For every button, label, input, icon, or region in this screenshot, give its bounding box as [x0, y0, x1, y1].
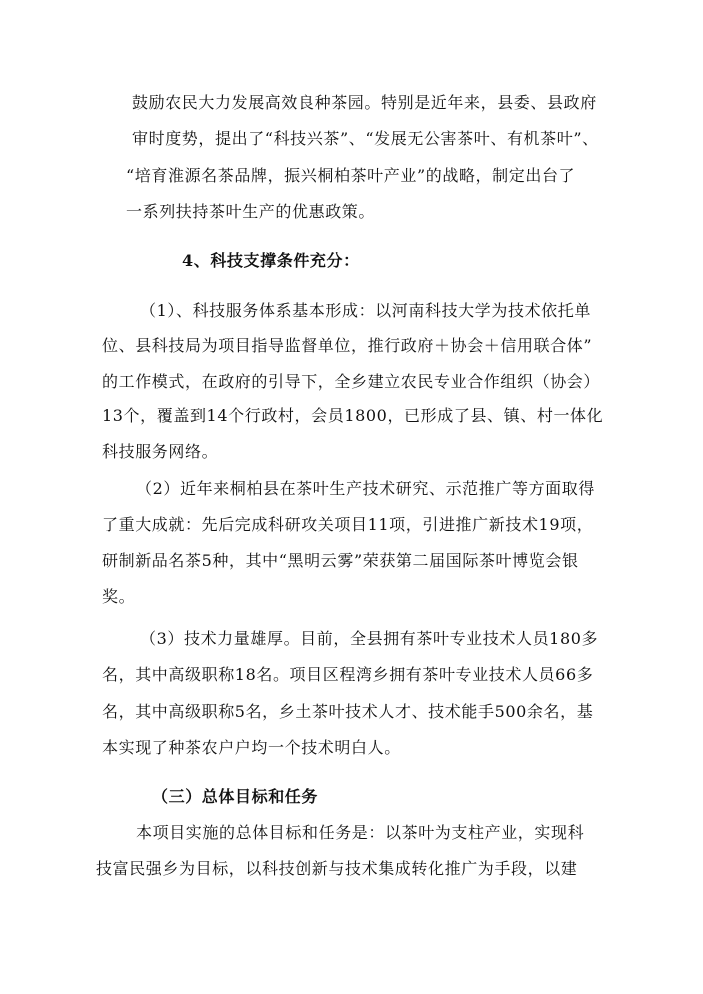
text-line: （1）、科技服务体系基本形成：以河南科技大学为技术依托单: [140, 301, 591, 320]
section-heading-3: （三）总体目标和任务: [152, 787, 319, 806]
text-line: 本实现了种茶农户户均一个技术明白人。: [102, 738, 401, 757]
text-line: 名，其中高级职称5名，乡土茶叶技术人才、技术能手500余名，基: [102, 702, 594, 721]
text-line: （3）技术力量雄厚。目前，全县拥有茶叶专业技术人员180多: [140, 629, 599, 648]
text-line: 鼓励农民大力发展高效良种茶园。特别是近年来，县委、县政府: [132, 93, 597, 112]
text-line: 名，其中高级职称18名。项目区程湾乡拥有茶叶专业技术人员66多: [102, 665, 594, 684]
text-line: 位、县科技局为项目指导监督单位，推行政府＋协会＋信用联合体”: [102, 336, 593, 355]
text-line: 了重大成就：先后完成科研攻关项目11项，引进推广新技术19项，: [102, 515, 594, 534]
text-line: 科技服务网络。: [102, 442, 219, 461]
text-line: 的工作模式，在政府的引导下，全乡建立农民专业合作组织（协会）: [102, 372, 601, 391]
text-line: 奖。: [102, 587, 136, 606]
text-line: 技富民强乡为目标，以科技创新与技术集成转化推广为手段，以建: [96, 859, 578, 878]
text-line: 研制新品名茶5种，其中“黑明云雾”荣获第二届国际茶叶博览会银: [102, 551, 579, 570]
text-line: 一系列扶持茶叶生产的优惠政策。: [126, 202, 376, 221]
text-line: 13个，覆盖到14个行政村，会员1800，已形成了县、镇、村一体化: [102, 406, 604, 425]
text-line: （2）近年来桐柏县在茶叶生产技术研究、示范推广等方面取得: [136, 479, 595, 498]
section-heading-4: 4、科技支撑条件充分：: [182, 251, 360, 270]
text-line: “培育淮源名茶品牌，振兴桐柏茶叶产业”的战略，制定出台了: [126, 166, 576, 185]
text-line: 本项目实施的总体目标和任务是：以茶叶为支柱产业，实现科: [136, 823, 585, 842]
text-line: 审时度势，提出了“科技兴茶”、“发展无公害茶叶、有机茶叶”、: [132, 129, 599, 148]
